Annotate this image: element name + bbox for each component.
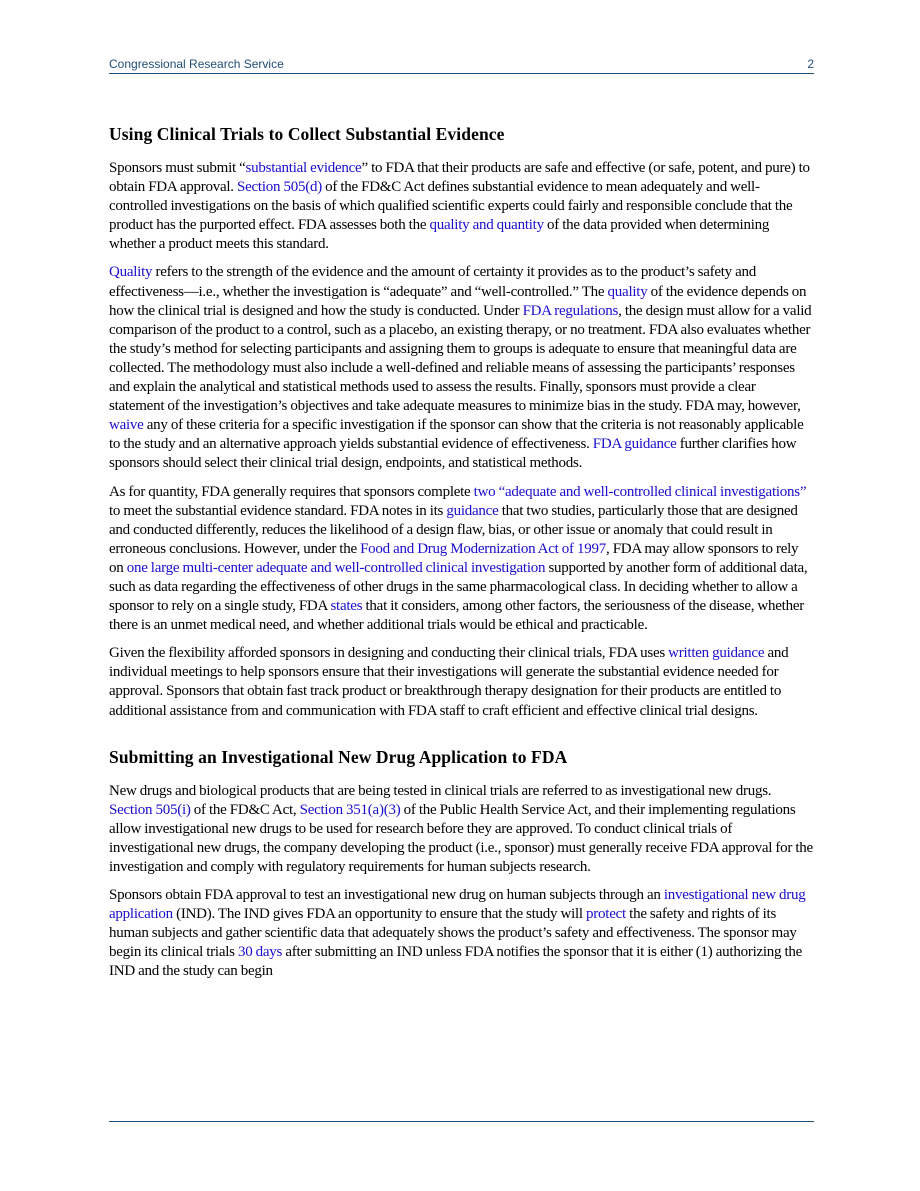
text-run: after submitting an IND unless FDA notifies the sponsor that it is either (1) authorizing the IND and the study can begin bbox=[109, 944, 803, 980]
text-run: of the evidence depends on how the clinical trial is designed and how the study is conducted. Under bbox=[109, 283, 807, 319]
text-run: As for quantity, FDA generally requires that sponsors complete bbox=[109, 483, 474, 500]
footer-rule bbox=[109, 1121, 814, 1122]
link-section-351a3[interactable]: Section 351(a)(3) bbox=[299, 801, 401, 818]
link-fda-regulations[interactable]: FDA regulations bbox=[522, 302, 619, 319]
link-fdama-1997[interactable]: Food and Drug Modernization Act of 1997 bbox=[360, 540, 606, 557]
paragraph-investigational-drugs bbox=[109, 782, 814, 877]
text-run: (IND). The IND gives FDA an opportunity to ensure that the study will bbox=[172, 906, 587, 923]
paragraph-quantity bbox=[109, 483, 814, 636]
link-section-505i[interactable]: Section 505(i) bbox=[109, 801, 191, 818]
link-30-days[interactable]: 30 days bbox=[237, 944, 283, 961]
section-heading-clinical-trials: Using Clinical Trials to Collect Substantial Evidence bbox=[109, 124, 505, 144]
text-run: that two studies, particularly those that are designed and conducted differently, reduces the likelihood of a design flaw, bias, or other issue or anomaly that could result in erroneous conclusions. However, under the bbox=[109, 502, 798, 557]
link-quality-2[interactable]: quality bbox=[607, 283, 648, 300]
paragraph-flexibility bbox=[109, 644, 814, 720]
text-run: Sponsors obtain FDA approval to test an investigational new drug on human subjects through an bbox=[109, 887, 664, 904]
link-fda-guidance[interactable]: FDA guidance bbox=[592, 436, 677, 453]
text-run: further clarifies how sponsors should select their clinical trial design, endpoints, and statistical methods. bbox=[109, 436, 797, 472]
text-run: any of these criteria for a specific investigation if the sponsor can show that the criteria is not reasonably applicable to the study and an alternative approach yields substantial evidence of effectiveness. bbox=[109, 417, 804, 453]
link-guidance[interactable]: guidance bbox=[446, 502, 499, 519]
link-section-505d[interactable]: Section 505(d) bbox=[237, 179, 322, 196]
link-states[interactable]: states bbox=[330, 598, 363, 615]
link-substantial-evidence[interactable]: substantial evidence bbox=[245, 160, 362, 176]
text-run: , FDA may allow sponsors to rely on bbox=[109, 540, 799, 576]
header-org-name: Congressional Research Service bbox=[109, 57, 284, 71]
text-run: the safety and rights of its human subjects and gather scientific data that adequately shows the product’s safety and effectiveness. The sponsor may begin its clinical trials bbox=[109, 906, 797, 961]
paragraph-quality bbox=[109, 263, 814, 473]
page-header bbox=[109, 55, 814, 74]
paragraph-substantial-evidence bbox=[109, 159, 814, 254]
text-run: to meet the substantial evidence standard. FDA notes in its bbox=[109, 502, 447, 519]
paragraph-ind-approval bbox=[109, 886, 814, 981]
link-one-large-investigation[interactable]: one large multi-center adequate and well-controlled clinical investigation bbox=[126, 559, 546, 576]
text-run: Given the flexibility afforded sponsors in designing and conducting their clinical trials, FDA uses bbox=[109, 645, 669, 662]
link-written-guidance[interactable]: written guidance bbox=[668, 645, 765, 662]
page-number: 2 bbox=[807, 57, 814, 71]
text-run: refers to the strength of the evidence and the amount of certainty it provides as to the product’s safety and effectiveness—i.e., whether the investigation is “adequate” and “well-controlled.” The bbox=[109, 264, 757, 300]
link-waive[interactable]: waive bbox=[109, 417, 144, 434]
link-quality[interactable]: Quality bbox=[109, 264, 153, 281]
text-run: ” to FDA that their products are safe and effective (or safe, potent, and pure) to obtain FDA approval. bbox=[109, 160, 810, 196]
link-ind-application[interactable]: investigational new drug application bbox=[109, 887, 806, 923]
text-run: supported by another form of additional data, such as data regarding the effectiveness of other drugs in the same pharmacological class. In deciding whether to allow a sponsor to rely on a single study, FDA bbox=[109, 559, 808, 615]
text-run: , the design must allow for a valid comparison of the product to a control, such as a placebo, an existing therapy, or no treatment. FDA also evaluates whether the study’s method for selecting participants and assigning them to groups is adequate to ensure that meaningful data are collected. The methodology must also include a well-defined and reliable means of assessing the participants’ responses and explain the analytical and statistical methods used to assess the results. Finally, sponsors must provide a clear statement of the investigation’s objectives and take adequate measures to minimize bias in the study. FDA may, however, bbox=[109, 302, 812, 415]
text-run: New drugs and biological products that are being tested in clinical trials are referred to as investigational new drugs. bbox=[109, 782, 772, 799]
text-run: and individual meetings to help sponsors ensure that their investigations will generate the substantial evidence needed for approval. Sponsors that obtain fast track product or breakthrough therapy designation for their products are entitled to additional assistance from and communication with FDA staff to craft efficient and effective clinical trial designs. bbox=[109, 645, 789, 719]
text-run: Sponsors must submit “ bbox=[109, 160, 246, 176]
link-quality-and-quantity[interactable]: quality and quantity bbox=[429, 217, 544, 234]
link-two-adequate-investigations[interactable]: two “adequate and well-controlled clinical investigations” bbox=[473, 483, 807, 500]
section-heading-ind-application: Submitting an Investigational New Drug Application to FDA bbox=[109, 746, 568, 767]
link-protect[interactable]: protect bbox=[586, 906, 626, 923]
text-run: of the data provided when determining whether a product meets this standard. bbox=[109, 217, 770, 253]
text-run: that it considers, among other factors, the seriousness of the disease, whether there is an unmet medical need, and whether additional trials would be ethical and practicable. bbox=[109, 598, 804, 634]
text-run: of the Public Health Service Act, and their implementing regulations allow investigational new drugs to be used for research before they are approved. To conduct clinical trials of investigational new drugs, the company developing the product (i.e., sponsor) must generally receive FDA approval for the investigation and comply with regulatory requirements for human subjects research. bbox=[109, 801, 813, 875]
text-run: of the FD&C Act defines substantial evidence to mean adequately and well-controlled investigations on the basis of which qualified scientific experts could fairly and responsible conclude that the product has the purported effect. FDA assesses both the bbox=[109, 179, 793, 234]
text-run: of the FD&C Act, bbox=[190, 801, 300, 818]
document-body bbox=[109, 124, 814, 991]
